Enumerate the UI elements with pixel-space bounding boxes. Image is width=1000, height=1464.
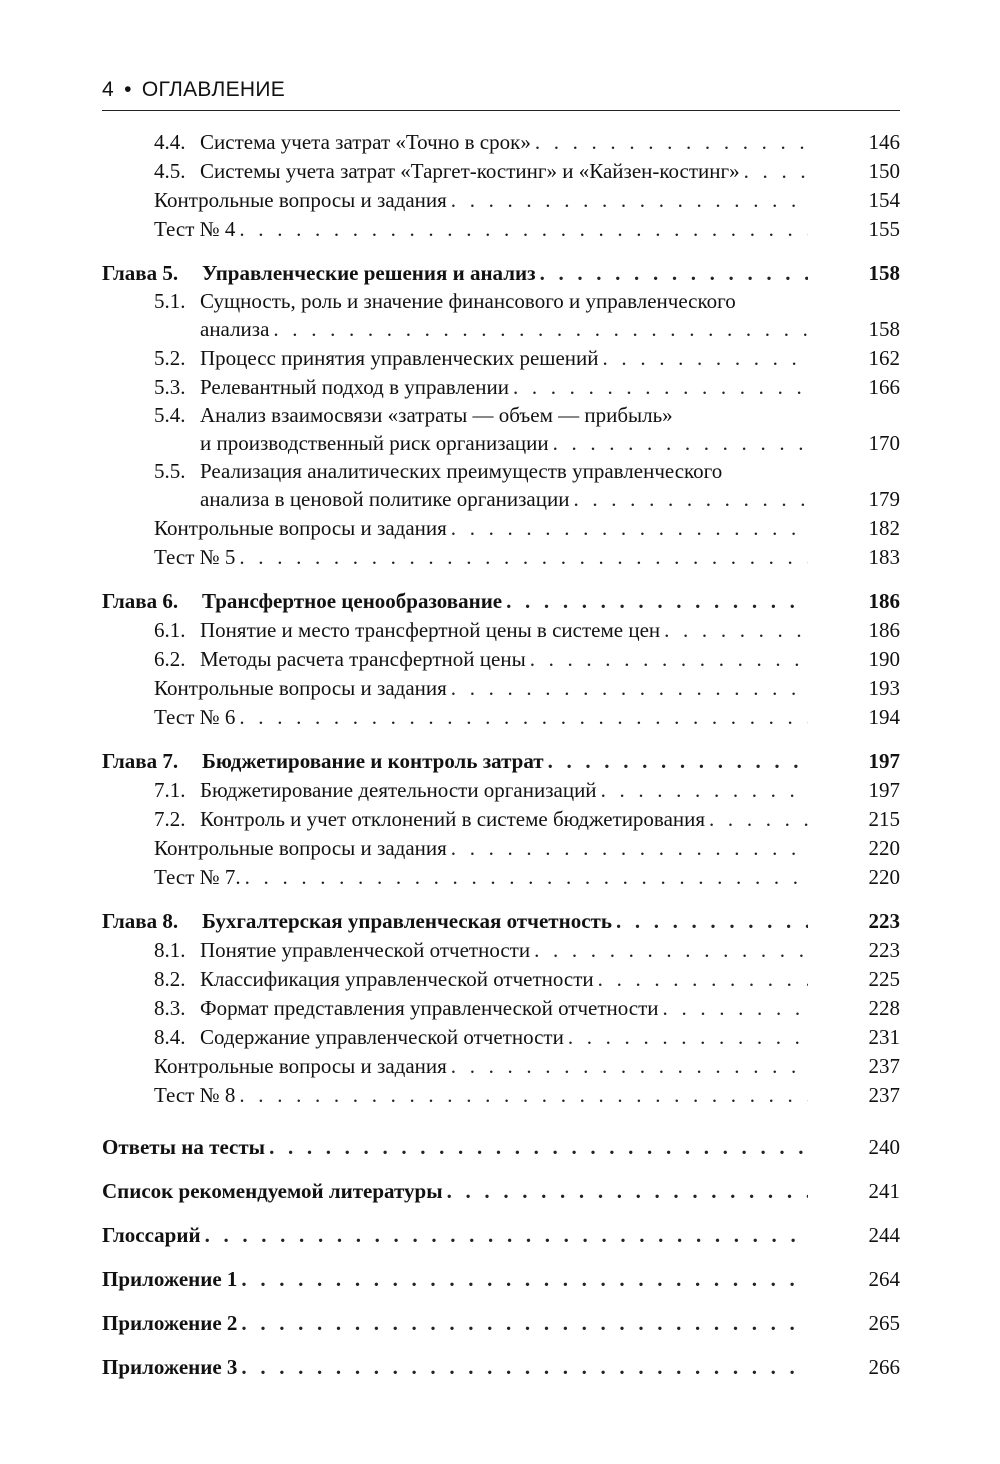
section-title: Системы учета затрат «Таргет-костинг» и «Кайзен-костинг» — [200, 159, 740, 183]
page-ref: 155 — [868, 217, 900, 241]
leader-dots — [509, 373, 808, 402]
toc-entry-5-5-line1[interactable] — [102, 458, 900, 485]
toc-entry-8-2[interactable] — [102, 965, 900, 994]
page-ref: 186 — [868, 618, 900, 642]
leader-dots — [237, 1345, 808, 1389]
chapter-title: Трансфертное ценообразование — [202, 589, 503, 613]
leader-dots — [594, 965, 808, 994]
page-ref: 220 — [868, 865, 900, 889]
page-ref: 182 — [868, 516, 900, 540]
toc-entry-8-1[interactable] — [102, 936, 900, 965]
bullet-separator: • — [124, 78, 132, 101]
chapter-number: Глава 5. — [102, 261, 179, 285]
section-title-continued: анализа — [200, 317, 270, 341]
toc-entry-questions-8[interactable] — [102, 1052, 900, 1081]
page-ref: 193 — [868, 676, 900, 700]
toc-entry-questions-7[interactable] — [102, 834, 900, 863]
leader-dots — [531, 128, 808, 157]
chapter-number: Глава 8. — [102, 909, 179, 933]
page-ref: 194 — [868, 705, 900, 729]
toc-entry-test-8[interactable] — [102, 1081, 900, 1110]
leader-dots — [241, 863, 808, 892]
section-title: Контроль и учет отклонений в системе бюджетирования — [200, 807, 706, 831]
page-ref: 237 — [868, 1054, 900, 1078]
top-entry-title: Список рекомендуемой литературы — [102, 1179, 443, 1203]
section-number: 5.5. — [154, 459, 186, 483]
page-ref: 264 — [868, 1267, 900, 1291]
page-ref: 266 — [868, 1355, 900, 1379]
toc-entry-test-5[interactable] — [102, 543, 900, 572]
toc-entry-5-4-line1[interactable] — [102, 402, 900, 429]
toc-entry-test-6[interactable] — [102, 703, 900, 732]
page-ref: 158 — [868, 261, 900, 285]
page-ref: 231 — [868, 1025, 900, 1049]
leader-dots — [530, 936, 808, 965]
running-header — [102, 78, 285, 102]
leader-dots — [201, 1213, 808, 1257]
section-number: 6.2. — [154, 647, 186, 671]
page-ref: 241 — [868, 1179, 900, 1203]
leader-dots — [502, 587, 808, 616]
leader-dots — [705, 805, 808, 834]
toc-chapter-5[interactable] — [102, 259, 900, 288]
section-number: 4.5. — [154, 159, 186, 183]
page-ref: 162 — [868, 346, 900, 370]
section-title: Понятие управленческой отчетности — [200, 938, 531, 962]
section-number: 6.1. — [154, 618, 186, 642]
page-ref: 166 — [868, 375, 900, 399]
header-section-title: ОГЛАВЛЕНИЕ — [141, 78, 286, 101]
leader-dots — [549, 429, 808, 458]
page-ref: 158 — [868, 317, 900, 341]
section-number: 5.1. — [154, 289, 186, 313]
leader-dots — [447, 1052, 808, 1081]
leader-dots — [612, 907, 808, 936]
toc-entry-8-4[interactable] — [102, 1023, 900, 1052]
section-number: 8.2. — [154, 967, 186, 991]
toc-chapter-7[interactable] — [102, 747, 900, 776]
section-number: 5.4. — [154, 403, 186, 427]
section-title: Тест № 8 — [154, 1083, 236, 1107]
section-number: 8.3. — [154, 996, 186, 1020]
section-title: Тест № 7. — [154, 865, 241, 889]
toc-entry-7-2[interactable] — [102, 805, 900, 834]
page-ref: 228 — [868, 996, 900, 1020]
section-number: 7.1. — [154, 778, 186, 802]
top-entry-title: Приложение 3 — [102, 1355, 238, 1379]
section-title: Классификация управленческой отчетности — [200, 967, 594, 991]
section-number: 8.4. — [154, 1025, 186, 1049]
section-number: 5.3. — [154, 375, 186, 399]
leader-dots — [235, 703, 808, 732]
page-ref: 223 — [868, 938, 900, 962]
section-title: Контрольные вопросы и задания — [154, 188, 447, 212]
page-ref: 197 — [868, 778, 900, 802]
section-number: 4.4. — [154, 130, 186, 154]
page-ref: 240 — [868, 1135, 900, 1159]
section-title: Контрольные вопросы и задания — [154, 1054, 447, 1078]
top-entry-title: Ответы на тесты — [102, 1135, 266, 1159]
toc-appendix-2[interactable] — [102, 1301, 900, 1345]
toc-entry-6-1[interactable] — [102, 616, 900, 645]
section-title: Релевантный подход в управлении — [200, 375, 509, 399]
section-title: Контрольные вопросы и задания — [154, 516, 447, 540]
page-ref: 244 — [868, 1223, 900, 1247]
toc-entry-questions-5[interactable] — [102, 514, 900, 543]
toc-entry-5-1-line1[interactable] — [102, 288, 900, 315]
section-title: Формат представления управленческой отчетности — [200, 996, 659, 1020]
page-ref: 265 — [868, 1311, 900, 1335]
leader-dots — [599, 344, 808, 373]
leader-dots — [235, 215, 808, 244]
leader-dots — [569, 485, 808, 514]
toc-entry-4-5[interactable] — [102, 157, 900, 186]
section-title-continued: анализа в ценовой политике организации — [200, 487, 570, 511]
leader-dots — [659, 994, 808, 1023]
chapter-title: Бухгалтерская управленческая отчетность — [202, 909, 612, 933]
top-entry-title: Приложение 1 — [102, 1267, 238, 1291]
leader-dots — [269, 315, 808, 344]
leader-dots — [447, 514, 808, 543]
page-ref: 215 — [868, 807, 900, 831]
page-ref: 225 — [868, 967, 900, 991]
page-ref: 190 — [868, 647, 900, 671]
toc-entry-5-2[interactable] — [102, 344, 900, 373]
section-title: Тест № 4 — [154, 217, 236, 241]
section-title: Анализ взаимосвязи «затраты — объем — прибыль» — [200, 403, 673, 427]
page-ref: 154 — [868, 188, 900, 212]
leader-dots — [447, 674, 808, 703]
section-title: Методы расчета трансфертной цены — [200, 647, 526, 671]
top-entry-title: Приложение 2 — [102, 1311, 238, 1335]
toc-literature[interactable] — [102, 1169, 900, 1213]
leader-dots — [237, 1301, 808, 1345]
header-rule — [102, 110, 900, 111]
leader-dots — [443, 1169, 808, 1213]
chapter-title: Управленческие решения и анализ — [202, 261, 536, 285]
toc-entry-5-3[interactable] — [102, 373, 900, 402]
chapter-number: Глава 7. — [102, 749, 179, 773]
leader-dots — [526, 645, 808, 674]
chapter-number: Глава 6. — [102, 589, 179, 613]
leader-dots — [536, 259, 808, 288]
page-ref: 146 — [868, 130, 900, 154]
section-title: Реализация аналитических преимуществ управленческого — [200, 459, 723, 483]
leader-dots — [265, 1125, 808, 1169]
section-title-continued: и производственный риск организации — [200, 431, 549, 455]
page-ref: 179 — [868, 487, 900, 511]
top-entry-title: Глоссарий — [102, 1223, 201, 1247]
page-ref: 186 — [868, 589, 900, 613]
section-number: 7.2. — [154, 807, 186, 831]
section-title: Процесс принятия управленческих решений — [200, 346, 599, 370]
page-number: 4 — [102, 78, 114, 101]
toc-glossary[interactable] — [102, 1213, 900, 1257]
toc-entry-questions-6[interactable] — [102, 674, 900, 703]
toc-entry-test-7[interactable] — [102, 863, 900, 892]
section-title: Сущность, роль и значение финансового и управленческого — [200, 289, 736, 313]
toc-entry-8-3[interactable] — [102, 994, 900, 1023]
page-ref: 150 — [868, 159, 900, 183]
toc-entry-test-4[interactable] — [102, 215, 900, 244]
section-title: Бюджетирование деятельности организаций — [200, 778, 597, 802]
section-title: Понятие и место трансфертной цены в системе цен — [200, 618, 661, 642]
section-title: Контрольные вопросы и задания — [154, 836, 447, 860]
section-number: 8.1. — [154, 938, 186, 962]
page-ref: 220 — [868, 836, 900, 860]
section-title: Контрольные вопросы и задания — [154, 676, 447, 700]
page-ref: 223 — [868, 909, 900, 933]
section-title: Тест № 6 — [154, 705, 236, 729]
leader-dots — [235, 1081, 808, 1110]
section-title: Тест № 5 — [154, 545, 236, 569]
toc-entry-4-4[interactable] — [102, 128, 900, 157]
toc-entry-5-1-line2[interactable] — [102, 315, 900, 344]
toc-entry-5-4-line2[interactable] — [102, 429, 900, 458]
page-ref: 237 — [868, 1083, 900, 1107]
toc-chapter-6[interactable] — [102, 587, 900, 616]
chapter-title: Бюджетирование и контроль затрат — [202, 749, 544, 773]
leader-dots — [235, 543, 808, 572]
leader-dots — [447, 186, 808, 215]
page-ref: 170 — [868, 431, 900, 455]
toc-appendix-3[interactable] — [102, 1345, 900, 1389]
leader-dots — [544, 747, 808, 776]
leader-dots — [740, 157, 808, 186]
leader-dots — [237, 1257, 808, 1301]
leader-dots — [597, 776, 808, 805]
toc-entry-6-2[interactable] — [102, 645, 900, 674]
section-title: Содержание управленческой отчетности — [200, 1025, 564, 1049]
leader-dots — [564, 1023, 808, 1052]
leader-dots — [660, 616, 808, 645]
toc-appendix-1[interactable] — [102, 1257, 900, 1301]
toc-answers[interactable] — [102, 1125, 900, 1169]
toc-entry-questions-4[interactable] — [102, 186, 900, 215]
toc-chapter-8[interactable] — [102, 907, 900, 936]
leader-dots — [447, 834, 808, 863]
page-ref: 183 — [868, 545, 900, 569]
toc-entry-7-1[interactable] — [102, 776, 900, 805]
table-of-contents — [102, 128, 900, 1389]
toc-entry-5-5-line2[interactable] — [102, 485, 900, 514]
section-title: Система учета затрат «Точно в срок» — [200, 130, 531, 154]
page-ref: 197 — [868, 749, 900, 773]
section-number: 5.2. — [154, 346, 186, 370]
